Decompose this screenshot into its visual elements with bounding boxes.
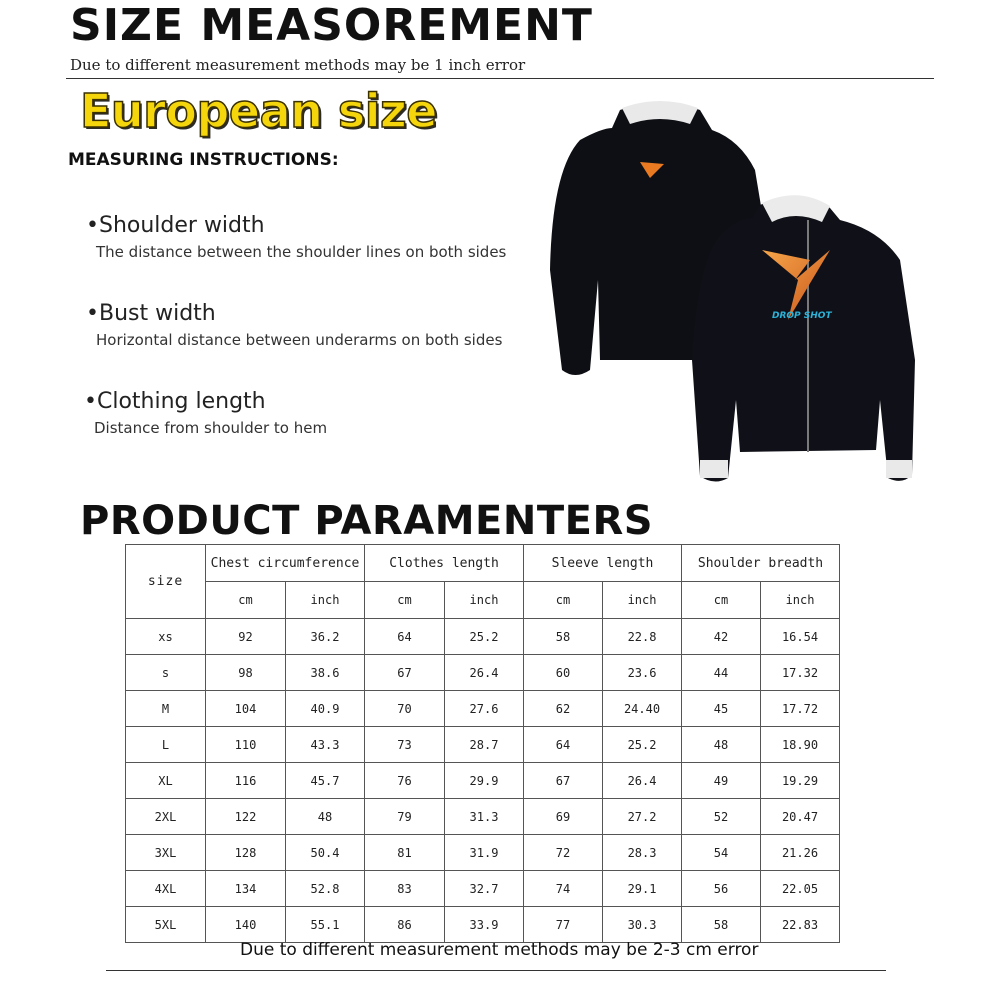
size-cell: s [126, 655, 206, 691]
table-cell: 27.6 [445, 691, 524, 727]
table-cell: 32.7 [445, 871, 524, 907]
table-cell: 16.54 [761, 619, 840, 655]
product-parameters-heading: PRODUCT PARAMENTERS [80, 498, 654, 544]
unit-header: cm [365, 582, 445, 619]
column-header-clothes-length: Clothes length [365, 545, 524, 582]
unit-header: inch [445, 582, 524, 619]
table-cell: 33.9 [445, 907, 524, 943]
table-cell: 22.83 [761, 907, 840, 943]
table-cell: 49 [682, 763, 761, 799]
table-cell: 29.1 [603, 871, 682, 907]
table-cell: 54 [682, 835, 761, 871]
table-cell: 81 [365, 835, 445, 871]
hoodie-product-image [540, 100, 920, 490]
table-row [126, 727, 840, 763]
table-cell: 70 [365, 691, 445, 727]
table-cell: 55.1 [286, 907, 365, 943]
table-cell: 20.47 [761, 799, 840, 835]
instruction-title-length: •Clothing length [84, 389, 266, 414]
unit-header: cm [524, 582, 603, 619]
table-cell: 128 [206, 835, 286, 871]
table-cell: 17.32 [761, 655, 840, 691]
table-cell: 76 [365, 763, 445, 799]
column-header-sleeve-length: Sleeve length [524, 545, 682, 582]
table-cell: 22.05 [761, 871, 840, 907]
brand-text: DROP SHOT [772, 311, 832, 321]
table-cell: 24.40 [603, 691, 682, 727]
size-cell: xs [126, 619, 206, 655]
table-cell: 52 [682, 799, 761, 835]
table-cell: 26.4 [445, 655, 524, 691]
unit-header: cm [682, 582, 761, 619]
page-title: SIZE MEASOREMENT [70, 0, 593, 51]
table-cell: 67 [365, 655, 445, 691]
table-cell: 42 [682, 619, 761, 655]
table-row [126, 691, 840, 727]
table-cell: 31.9 [445, 835, 524, 871]
size-cell: L [126, 727, 206, 763]
instructions-heading: MEASURING INSTRUCTIONS: [68, 150, 339, 170]
table-cell: 98 [206, 655, 286, 691]
table-cell: 45 [682, 691, 761, 727]
table-cell: 25.2 [603, 727, 682, 763]
table-cell: 23.6 [603, 655, 682, 691]
size-cell: 4XL [126, 871, 206, 907]
table-cell: 56 [682, 871, 761, 907]
table-cell: 40.9 [286, 691, 365, 727]
table-cell: 22.8 [603, 619, 682, 655]
table-cell: 104 [206, 691, 286, 727]
table-row [126, 763, 840, 799]
size-cell: 5XL [126, 907, 206, 943]
size-column-header: size [126, 545, 206, 619]
table-cell: 36.2 [286, 619, 365, 655]
table-cell: 110 [206, 727, 286, 763]
table-cell: 28.3 [603, 835, 682, 871]
size-cell: 2XL [126, 799, 206, 835]
table-cell: 74 [524, 871, 603, 907]
instruction-title-bust: •Bust width [86, 301, 216, 326]
table-cell: 58 [524, 619, 603, 655]
table-row [126, 799, 840, 835]
table-row [126, 835, 840, 871]
table-cell: 64 [365, 619, 445, 655]
instruction-desc-shoulder: The distance between the shoulder lines on both sides [96, 243, 507, 261]
table-cell: 116 [206, 763, 286, 799]
size-cell: XL [126, 763, 206, 799]
table-cell: 122 [206, 799, 286, 835]
table-cell: 30.3 [603, 907, 682, 943]
unit-header: inch [286, 582, 365, 619]
table-cell: 52.8 [286, 871, 365, 907]
table-cell: 27.2 [603, 799, 682, 835]
table-cell: 18.90 [761, 727, 840, 763]
table-cell: 50.4 [286, 835, 365, 871]
table-cell: 73 [365, 727, 445, 763]
table-cell: 92 [206, 619, 286, 655]
table-row [126, 655, 840, 691]
unit-header: inch [603, 582, 682, 619]
table-cell: 62 [524, 691, 603, 727]
instruction-desc-bust: Horizontal distance between underarms on both sides [96, 331, 503, 349]
table-cell: 21.26 [761, 835, 840, 871]
table-cell: 60 [524, 655, 603, 691]
table-row [126, 619, 840, 655]
table-cell: 28.7 [445, 727, 524, 763]
table-cell: 19.29 [761, 763, 840, 799]
bottom-divider [106, 970, 886, 971]
table-cell: 86 [365, 907, 445, 943]
table-cell: 83 [365, 871, 445, 907]
front-hoodie [692, 195, 915, 481]
table-cell: 29.9 [445, 763, 524, 799]
size-cell: 3XL [126, 835, 206, 871]
instruction-title-shoulder: •Shoulder width [86, 213, 265, 238]
table-cell: 43.3 [286, 727, 365, 763]
table-cell: 72 [524, 835, 603, 871]
table-cell: 31.3 [445, 799, 524, 835]
page-subtitle: Due to different measurement methods may be 1 inch error [70, 56, 526, 74]
table-cell: 140 [206, 907, 286, 943]
table-cell: 48 [286, 799, 365, 835]
table-cell: 134 [206, 871, 286, 907]
table-cell: 38.6 [286, 655, 365, 691]
table-cell: 45.7 [286, 763, 365, 799]
table-cell: 26.4 [603, 763, 682, 799]
instruction-desc-length: Distance from shoulder to hem [94, 419, 328, 437]
table-cell: 17.72 [761, 691, 840, 727]
unit-header: cm [206, 582, 286, 619]
table-cell: 25.2 [445, 619, 524, 655]
size-cell: M [126, 691, 206, 727]
table-cell: 58 [682, 907, 761, 943]
table-cell: 77 [524, 907, 603, 943]
column-header-shoulder-breadth: Shoulder breadth [682, 545, 840, 582]
unit-header: inch [761, 582, 840, 619]
table-cell: 44 [682, 655, 761, 691]
footnote: Due to different measurement methods may be 2-3 cm error [240, 940, 759, 960]
european-size-badge: European size [80, 84, 438, 138]
table-cell: 67 [524, 763, 603, 799]
table-cell: 48 [682, 727, 761, 763]
table-cell: 64 [524, 727, 603, 763]
table-row [126, 907, 840, 943]
column-header-chest: Chest circumference [206, 545, 365, 582]
table-cell: 69 [524, 799, 603, 835]
table-cell: 79 [365, 799, 445, 835]
table-row [126, 871, 840, 907]
top-divider [66, 78, 934, 79]
size-table [125, 544, 840, 943]
